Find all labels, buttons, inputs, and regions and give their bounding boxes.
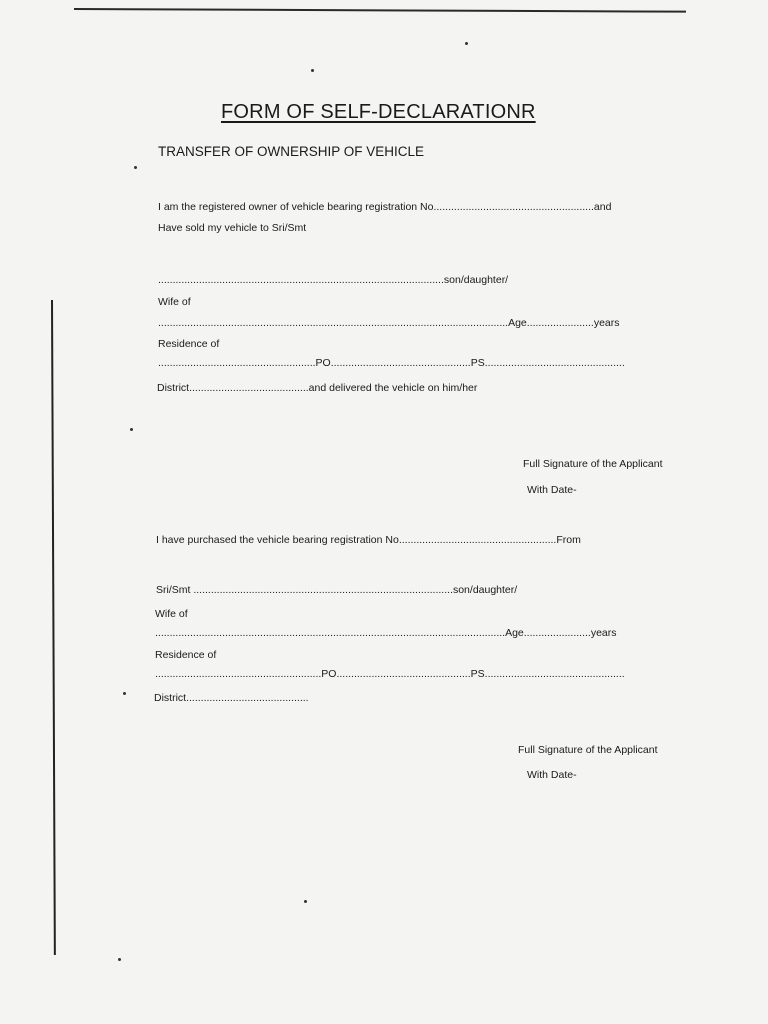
seller-buyer-name-line: ..................................................................................................son/daughter/ — [158, 274, 509, 286]
scan-speck — [123, 692, 126, 695]
scan-speck — [118, 958, 121, 961]
buyer-signature-label: Full Signature of the Applicant — [518, 744, 658, 756]
scan-speck — [311, 69, 314, 72]
left-margin-line — [51, 300, 56, 955]
buyer-seller-name-line: Sri/Smt .........................................................................................son/daughter/ — [156, 584, 518, 596]
seller-signature-label: Full Signature of the Applicant — [523, 458, 663, 470]
seller-wife-of-label: Wife of — [158, 296, 191, 308]
seller-residence-label: Residence of — [158, 338, 220, 350]
seller-address-line: ......................................................PO................................................PS................................................ — [158, 357, 625, 369]
buyer-residence-label: Residence of — [155, 649, 217, 661]
buyer-wife-of-label: Wife of — [155, 608, 188, 620]
buyer-district-line: District.......................................... — [154, 692, 309, 704]
buyer-date-label: With Date- — [527, 769, 577, 781]
seller-date-label: With Date- — [527, 484, 577, 496]
seller-age-line: ........................................................................................................................Age.......................years — [158, 317, 620, 329]
scan-speck — [465, 42, 468, 45]
scan-speck — [304, 900, 307, 903]
buyer-registration-line: I have purchased the vehicle bearing registration No......................................................From — [156, 534, 581, 546]
form-title: FORM OF SELF-DECLARATIONR — [221, 101, 536, 123]
scan-speck — [134, 166, 137, 169]
seller-sold-to-line: Have sold my vehicle to Sri/Smt — [158, 222, 307, 234]
form-subtitle: TRANSFER OF OWNERSHIP OF VEHICLE — [158, 144, 425, 159]
buyer-age-line: ........................................................................................................................Age.......................years — [155, 627, 617, 639]
top-border-line — [74, 8, 686, 13]
seller-district-line: District.........................................and delivered the vehicle on him/her — [157, 382, 478, 394]
buyer-address-line: .........................................................PO..............................................PS................................................ — [155, 668, 625, 680]
seller-registration-line: I am the registered owner of vehicle bearing registration No.......................................................and — [158, 201, 612, 213]
scan-speck — [130, 428, 133, 431]
